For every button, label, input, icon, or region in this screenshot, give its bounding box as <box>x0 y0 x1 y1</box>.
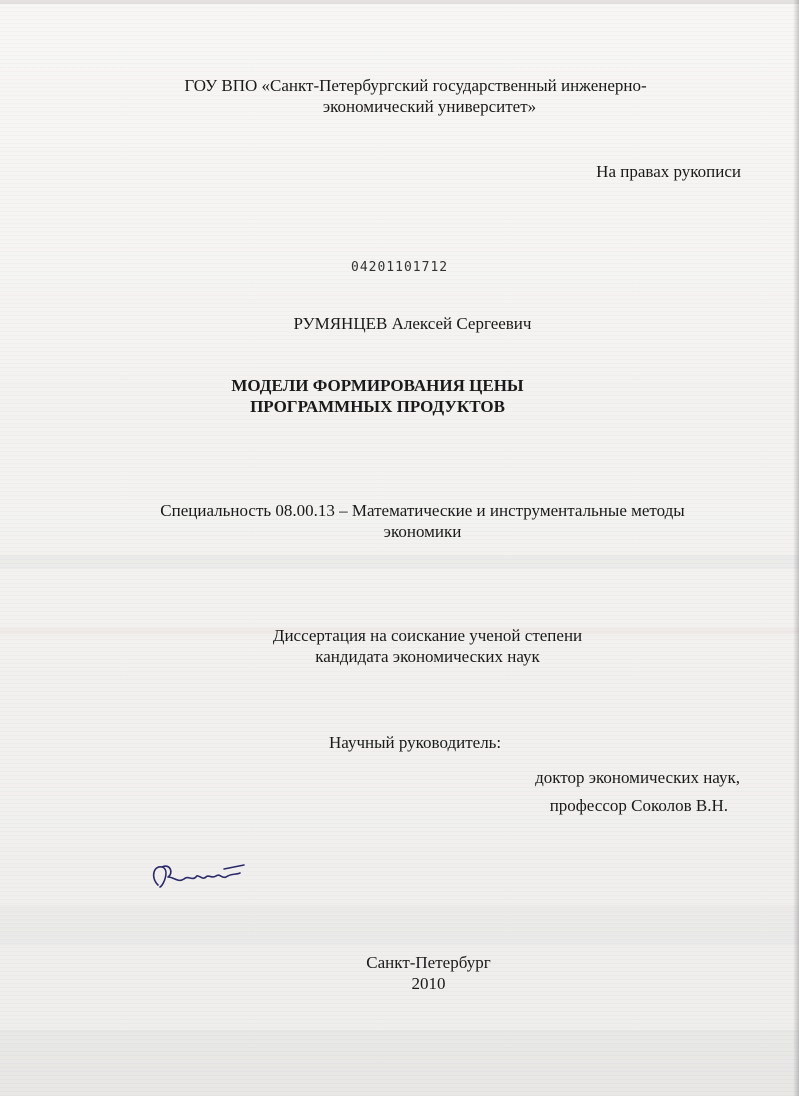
year: 2010 <box>411 974 446 993</box>
specialty-line-2: экономики <box>383 522 462 541</box>
manuscript-note: На правах рукописи <box>596 162 741 181</box>
scan-artifact-band <box>0 905 799 945</box>
degree-line-1: Диссертация на соискание ученой степени <box>272 626 583 645</box>
specialty-line-1: Специальность 08.00.13 – Математические и инструментальные методы <box>160 501 685 520</box>
advisor-degree: доктор экономических наук, <box>535 768 740 787</box>
thesis-title-line-1: МОДЕЛИ ФОРМИРОВАНИЯ ЦЕНЫ <box>231 376 524 395</box>
degree-line-2: кандидата экономических наук <box>315 647 540 666</box>
city: Санкт-Петербург <box>366 953 491 972</box>
institution-line-1: ГОУ ВПО «Санкт-Петербургский государственный инженерно- <box>184 76 647 95</box>
scan-edge-right <box>793 0 799 1096</box>
library-stamp-number: 04201101712 <box>351 260 449 275</box>
thesis-title-line-2: ПРОГРАММНЫХ ПРОДУКТОВ <box>250 397 505 416</box>
author-name: РУМЯНЦЕВ Алексей Сергеевич <box>293 314 532 333</box>
scan-edge-top <box>0 0 799 4</box>
advisor-label: Научный руководитель: <box>329 733 502 752</box>
advisor-name: профессор Соколов В.Н. <box>549 796 728 815</box>
scan-artifact-band <box>0 1030 799 1096</box>
institution-line-2: экономический университет» <box>322 97 537 116</box>
handwritten-signature-icon <box>140 855 250 895</box>
scan-artifact-band <box>0 555 799 569</box>
